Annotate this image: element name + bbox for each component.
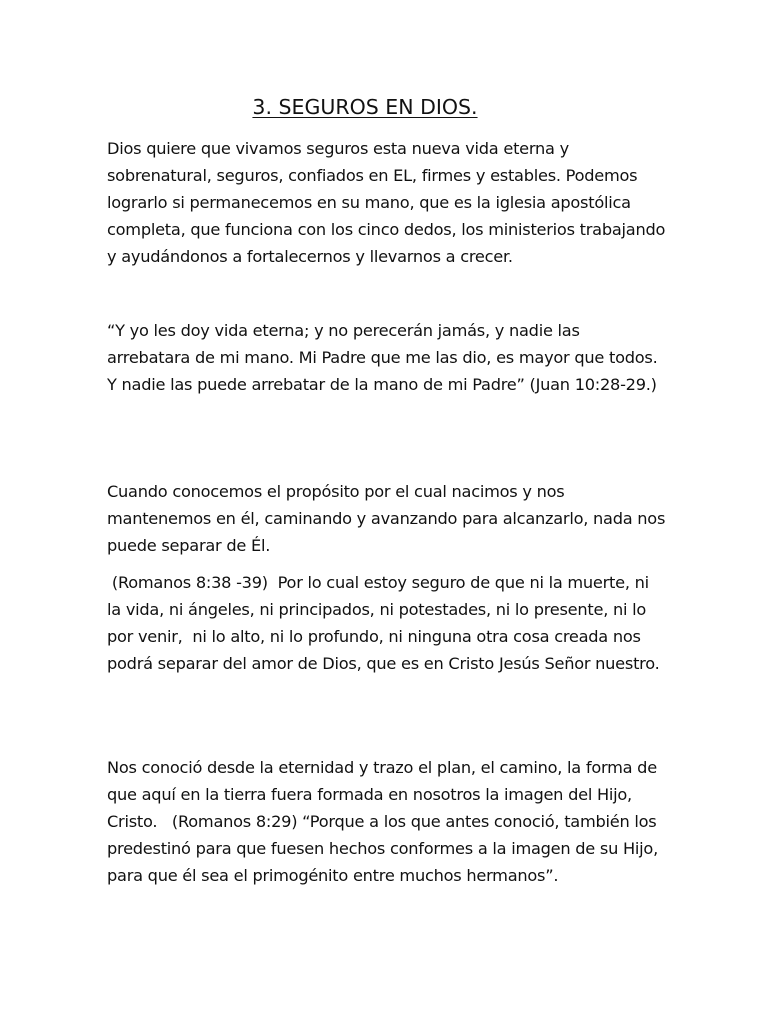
paragraph-intro: Dios quiere que vivamos seguros esta nueva vida eterna y sobrenatural, seguros, confiados en EL, firmes y estables. Podemos lograrlo si permanecemos en su mano, que es la iglesia apostólica completa, que funciona con los cinco dedos, los ministerios trabajando y ayudándonos a fortalecernos y llevarnos a crecer. [107,139,671,266]
paragraph-proposito: Cuando conocemos el propósito por el cual nacimos y nos mantenemos en él, caminando y avanzando para alcanzarlo, nada nos puede separar de Él. [107,482,671,555]
paragraph-romanos-8-29: Nos conoció desde la eternidad y trazo el plan, el camino, la forma de que aquí en la tierra fuera formada en nosotros la imagen del Hijo, Cristo. (Romanos 8:29) “Porque a los que antes conoció, también los predestinó para que fuesen hechos conformes a la imagen de su Hijo, para que él sea el primogénito entre muchos hermanos”. [107,758,663,885]
paragraph-romanos-8-38: (Romanos 8:38 -39) Por lo cual estoy seguro de que ni la muerte, ni la vida, ni ángeles, ni principados, ni potestades, ni lo presente, ni lo por venir, ni lo alto, ni lo profundo, ni ninguna otra cosa creada nos podrá separar del amor de Dios, que es en Cristo Jesús Señor nuestro. [107,573,660,673]
paragraph-quote-juan: “Y yo les doy vida eterna; y no perecerán jamás, y nadie las arrebatara de mi mano. Mi Padre que me las dio, es mayor que todos. Y nadie las puede arrebatar de la mano de mi Padre” (Juan 10:28-29.) [107,321,663,394]
page-title: 3. SEGUROS EN DIOS. [252,95,478,119]
